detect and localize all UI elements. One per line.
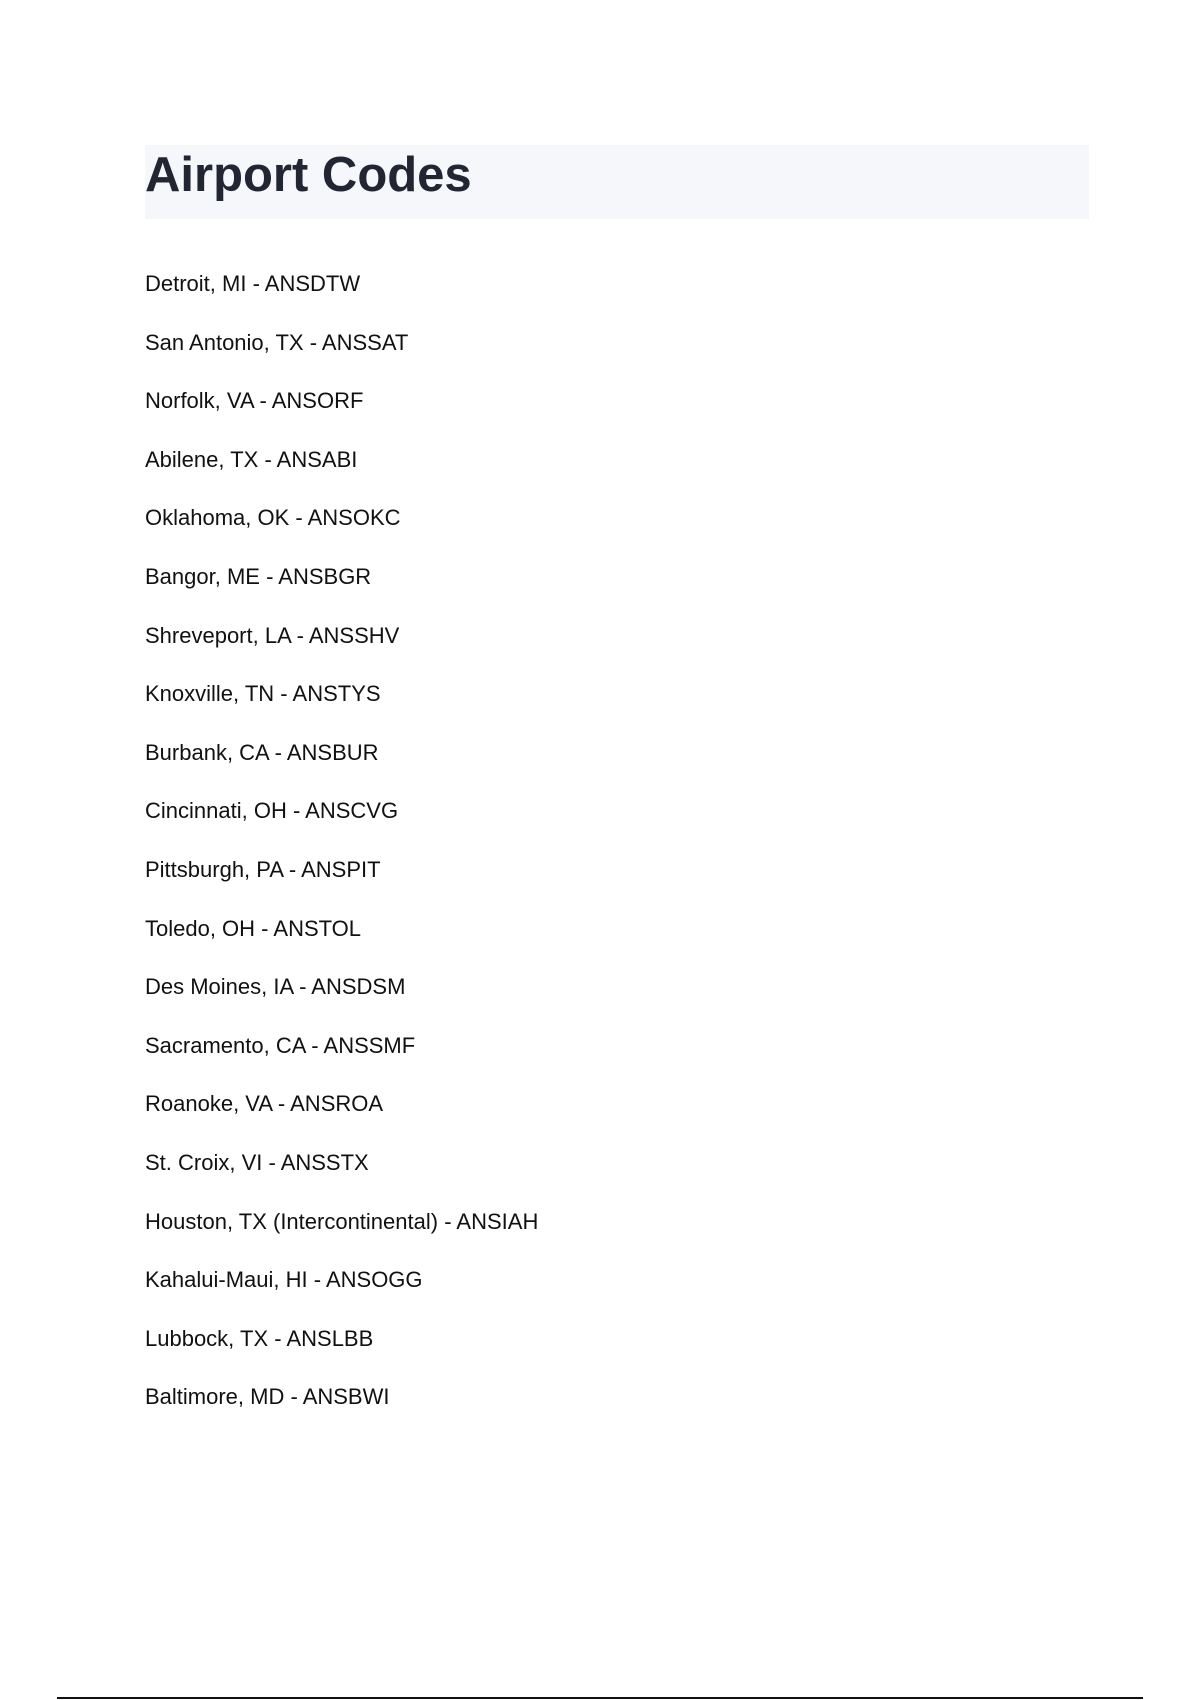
list-item: Oklahoma, OK - ANSOKC (145, 505, 401, 531)
list-item: Lubbock, TX - ANSLBB (145, 1325, 374, 1351)
list-item: Houston, TX (Intercontinental) - ANSIAH (145, 1208, 539, 1234)
list-item: Kahalui-Maui, HI - ANSOGG (145, 1267, 423, 1293)
list-item: Abilene, TX - ANSABI (145, 446, 358, 472)
list-item: Cincinnati, OH - ANSCVG (145, 798, 399, 824)
list-item: Roanoke, VA - ANSROA (145, 1091, 384, 1117)
list-item: Bangor, ME - ANSBGR (145, 563, 372, 589)
list-item: Knoxville, TN - ANSTYS (145, 681, 381, 707)
list-item: Burbank, CA - ANSBUR (145, 739, 379, 765)
list-item: Toledo, OH - ANSTOL (145, 915, 362, 941)
list-item: Norfolk, VA - ANSORF (145, 388, 364, 414)
airport-code-list (145, 271, 538, 1443)
page-title: Airport Codes (145, 148, 472, 202)
footer-divider (57, 1697, 1143, 1699)
list-item: St. Croix, VI - ANSSTX (145, 1149, 369, 1175)
list-item: Des Moines, IA - ANSDSM (145, 974, 406, 1000)
list-item: Baltimore, MD - ANSBWI (145, 1384, 390, 1410)
list-item: Sacramento, CA - ANSSMF (145, 1032, 416, 1058)
list-item: Pittsburgh, PA - ANSPIT (145, 856, 381, 882)
list-item: Shreveport, LA - ANSSHV (145, 622, 400, 648)
list-item: Detroit, MI - ANSDTW (145, 271, 361, 296)
list-item: San Antonio, TX - ANSSAT (145, 329, 409, 355)
